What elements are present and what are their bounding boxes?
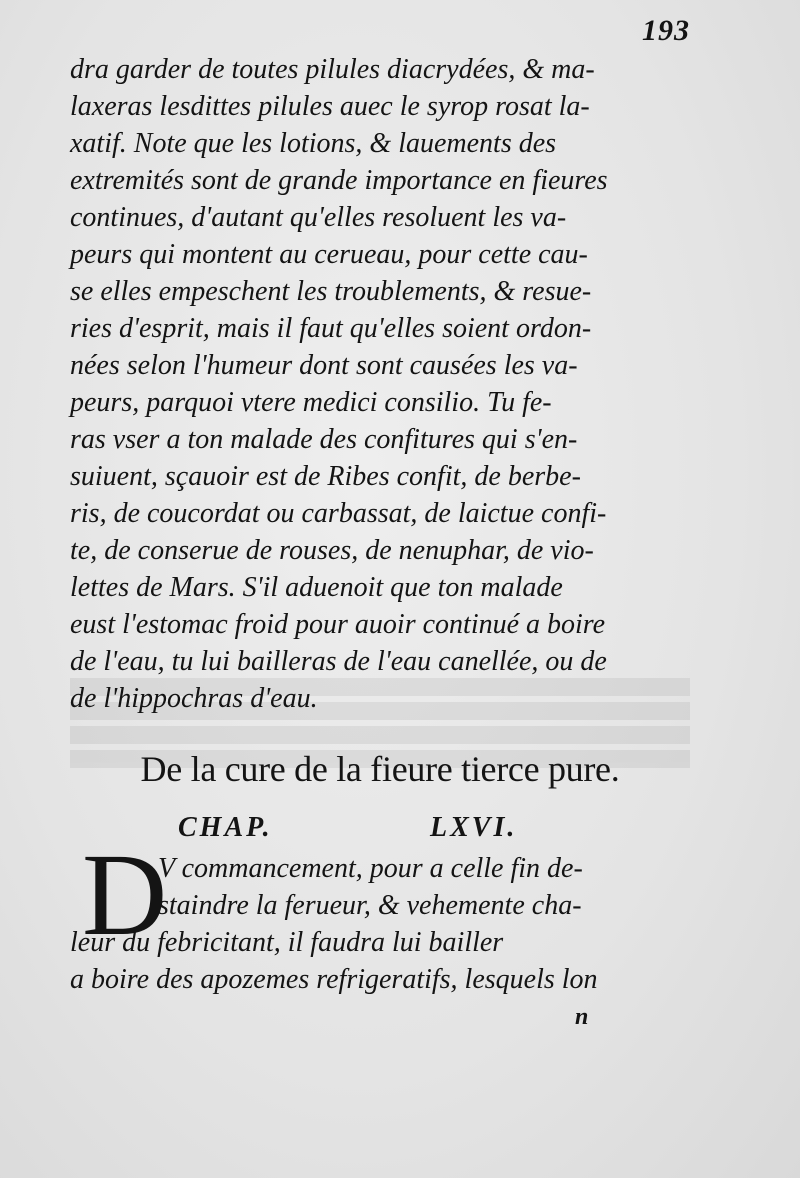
text-line: continues, d'autant qu'elles resoluent les va- [70, 202, 567, 233]
text-line: se elles empeschent les troublements, & resue- [70, 276, 592, 307]
text-line: suiuent, sçauoir est de Ribes confit, de berbe- [70, 461, 581, 492]
chapter-number: LXVI. [430, 812, 518, 843]
text-line: extremités sont de grande importance en fieures [70, 165, 608, 196]
chapter-text [70, 850, 690, 998]
text-line: V commancement, pour a celle fin de- [158, 853, 583, 884]
drop-cap: D [82, 829, 168, 960]
text-line: staindre la ferueur, & vehemente cha- [158, 890, 582, 921]
catchword: n [575, 1004, 589, 1030]
text-line: ris, de coucordat ou carbassat, de laictue confi- [70, 498, 607, 529]
text-line: de l'hippochras d'eau. [70, 683, 318, 714]
body-text [70, 51, 690, 717]
text-line: ras vser a ton malade des confitures qui s'en- [70, 424, 578, 455]
section-heading: De la cure de la fieure tierce pure. [140, 749, 620, 789]
text-line: a boire des apozemes refrigeratifs, lesquels lon [70, 964, 598, 995]
text-line: dra garder de toutes pilules diacrydées, & ma- [70, 54, 595, 85]
page-number: 193 [642, 14, 690, 47]
text-line: te, de conserue de rouses, de nenuphar, de vio- [70, 535, 594, 566]
text-line: de l'eau, tu lui bailleras de l'eau canellée, ou de [70, 646, 607, 677]
chapter-label: CHAP. [178, 812, 273, 843]
text-line: eust l'estomac froid pour auoir continué a boire [70, 609, 606, 640]
text-line: nées selon l'humeur dont sont causées les va- [70, 350, 578, 381]
text-line: lettes de Mars. S'il aduenoit que ton malade [70, 572, 563, 603]
text-line: ries d'esprit, mais il faut qu'elles soient ordon- [70, 313, 592, 344]
text-line: xatif. Note que les lotions, & lauements des [70, 128, 557, 159]
text-line: peurs, parquoi vtere medici consilio. Tu fe- [70, 387, 552, 418]
text-line: leur du febricitant, il faudra lui bailler [70, 927, 504, 958]
text-line: laxeras lesdittes pilules auec le syrop rosat la- [70, 91, 590, 122]
text-line: peurs qui montent au cerueau, pour cette cau- [70, 239, 588, 270]
